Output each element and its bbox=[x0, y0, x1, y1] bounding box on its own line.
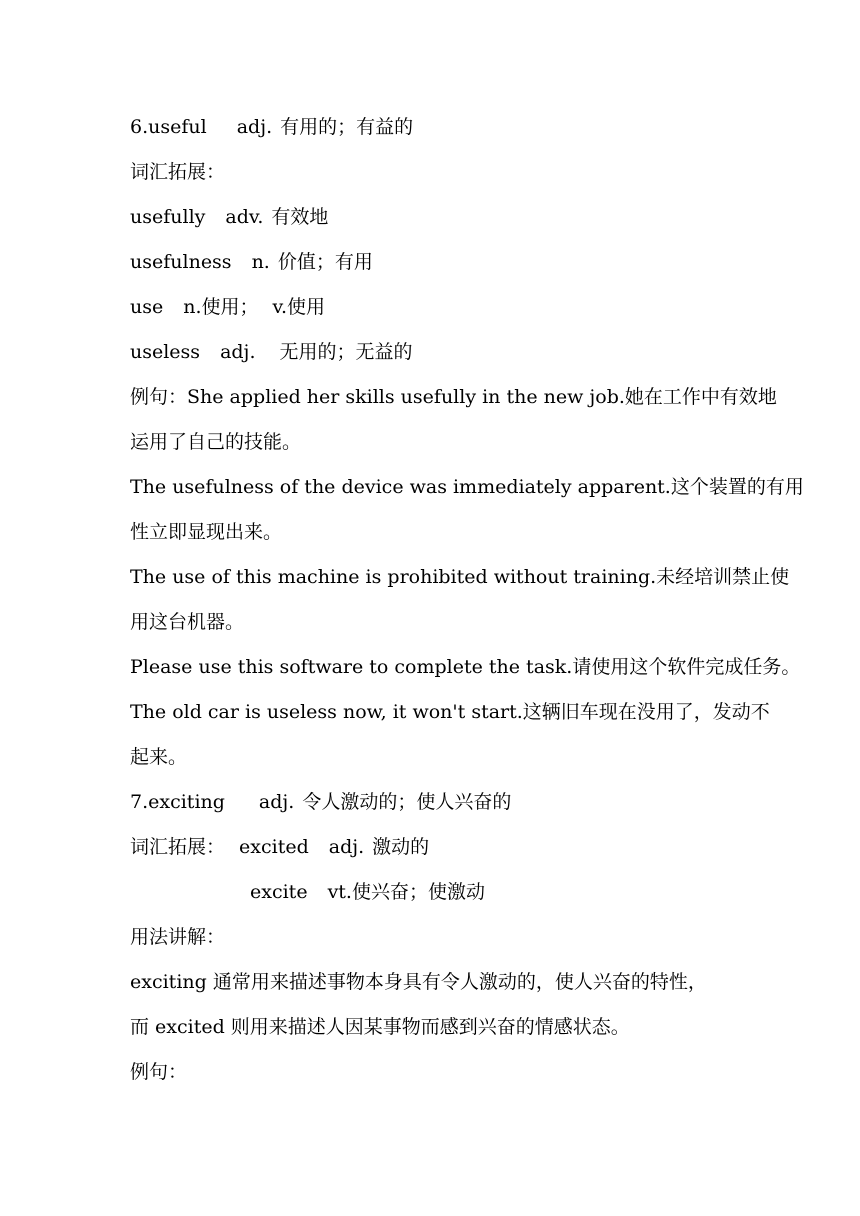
vocab-meaning: 价值；有用 bbox=[277, 251, 373, 273]
vocab-pos: adj. bbox=[236, 116, 273, 138]
vocab-meaning: 激动的 bbox=[372, 836, 430, 858]
example-sentence: 例句：She applied her skills usefully in the new job.她在工作中有效地 bbox=[130, 386, 777, 408]
example-sentence: The old car is useless now, it won't start.这辆旧车现在没用了，发动不 bbox=[130, 701, 770, 723]
vocab-meaning: 令人激动的；使人兴奋的 bbox=[302, 791, 512, 813]
vocab-word: excited bbox=[239, 836, 309, 858]
vocab-word: 6.useful bbox=[130, 116, 207, 138]
section-label-vocab-expansion: 词汇拓展： bbox=[130, 161, 226, 183]
vocab-entry-exciting bbox=[130, 780, 740, 825]
example-sentence: The usefulness of the device was immediately apparent.这个装置的有用 bbox=[130, 476, 804, 498]
vocab-pos: adj. bbox=[258, 791, 295, 813]
vocab-entry-useless bbox=[130, 330, 740, 375]
vocab-meaning: v.使用 bbox=[272, 296, 326, 318]
vocab-entry-usefully bbox=[130, 195, 740, 240]
vocab-meaning: 无用的；无益的 bbox=[279, 341, 413, 363]
vocab-entry-usefulness bbox=[130, 240, 740, 285]
section-label-vocab-expansion: 词汇拓展： bbox=[130, 836, 226, 858]
vocab-word: 7.exciting bbox=[130, 791, 225, 813]
vocab-pos: n.使用； bbox=[183, 296, 259, 318]
vocab-entry-use bbox=[130, 285, 740, 330]
example-sentence: 用这台机器。 bbox=[130, 611, 245, 633]
vocab-pos: adv. bbox=[225, 206, 264, 228]
example-sentence: 起来。 bbox=[130, 746, 188, 768]
vocab-pos: adj. bbox=[220, 341, 256, 363]
vocab-meaning: 有用的；有益的 bbox=[280, 116, 414, 138]
section-label-examples: 例句： bbox=[130, 1061, 188, 1083]
vocab-entry-excited bbox=[130, 825, 740, 870]
vocab-word: usefulness bbox=[130, 251, 232, 273]
section-label-usage: 用法讲解： bbox=[130, 926, 226, 948]
vocab-word: use bbox=[130, 296, 164, 318]
example-sentence: The use of this machine is prohibited without training.未经培训禁止使 bbox=[130, 566, 790, 588]
usage-explanation: 而 excited 则用来描述人因某事物而感到兴奋的情感状态。 bbox=[130, 1016, 630, 1038]
vocab-pos: adj. bbox=[328, 836, 365, 858]
vocab-meaning: 有效地 bbox=[271, 206, 329, 228]
document-content bbox=[130, 105, 804, 1095]
example-sentence: 性立即显现出来。 bbox=[130, 521, 283, 543]
vocab-word: useless bbox=[130, 341, 201, 363]
vocab-word: excite bbox=[250, 881, 308, 903]
vocab-pos: n. bbox=[251, 251, 270, 273]
vocab-entry-excite bbox=[130, 870, 740, 915]
usage-explanation: exciting 通常用来描述事物本身具有令人激动的，使人兴奋的特性， bbox=[130, 971, 707, 993]
vocab-entry-useful bbox=[130, 105, 740, 150]
vocab-pos: vt.使兴奋；使激动 bbox=[327, 881, 485, 903]
vocab-word: usefully bbox=[130, 206, 206, 228]
example-sentence: 运用了自己的技能。 bbox=[130, 431, 302, 453]
example-sentence: Please use this software to complete the task.请使用这个软件完成任务。 bbox=[130, 656, 801, 678]
